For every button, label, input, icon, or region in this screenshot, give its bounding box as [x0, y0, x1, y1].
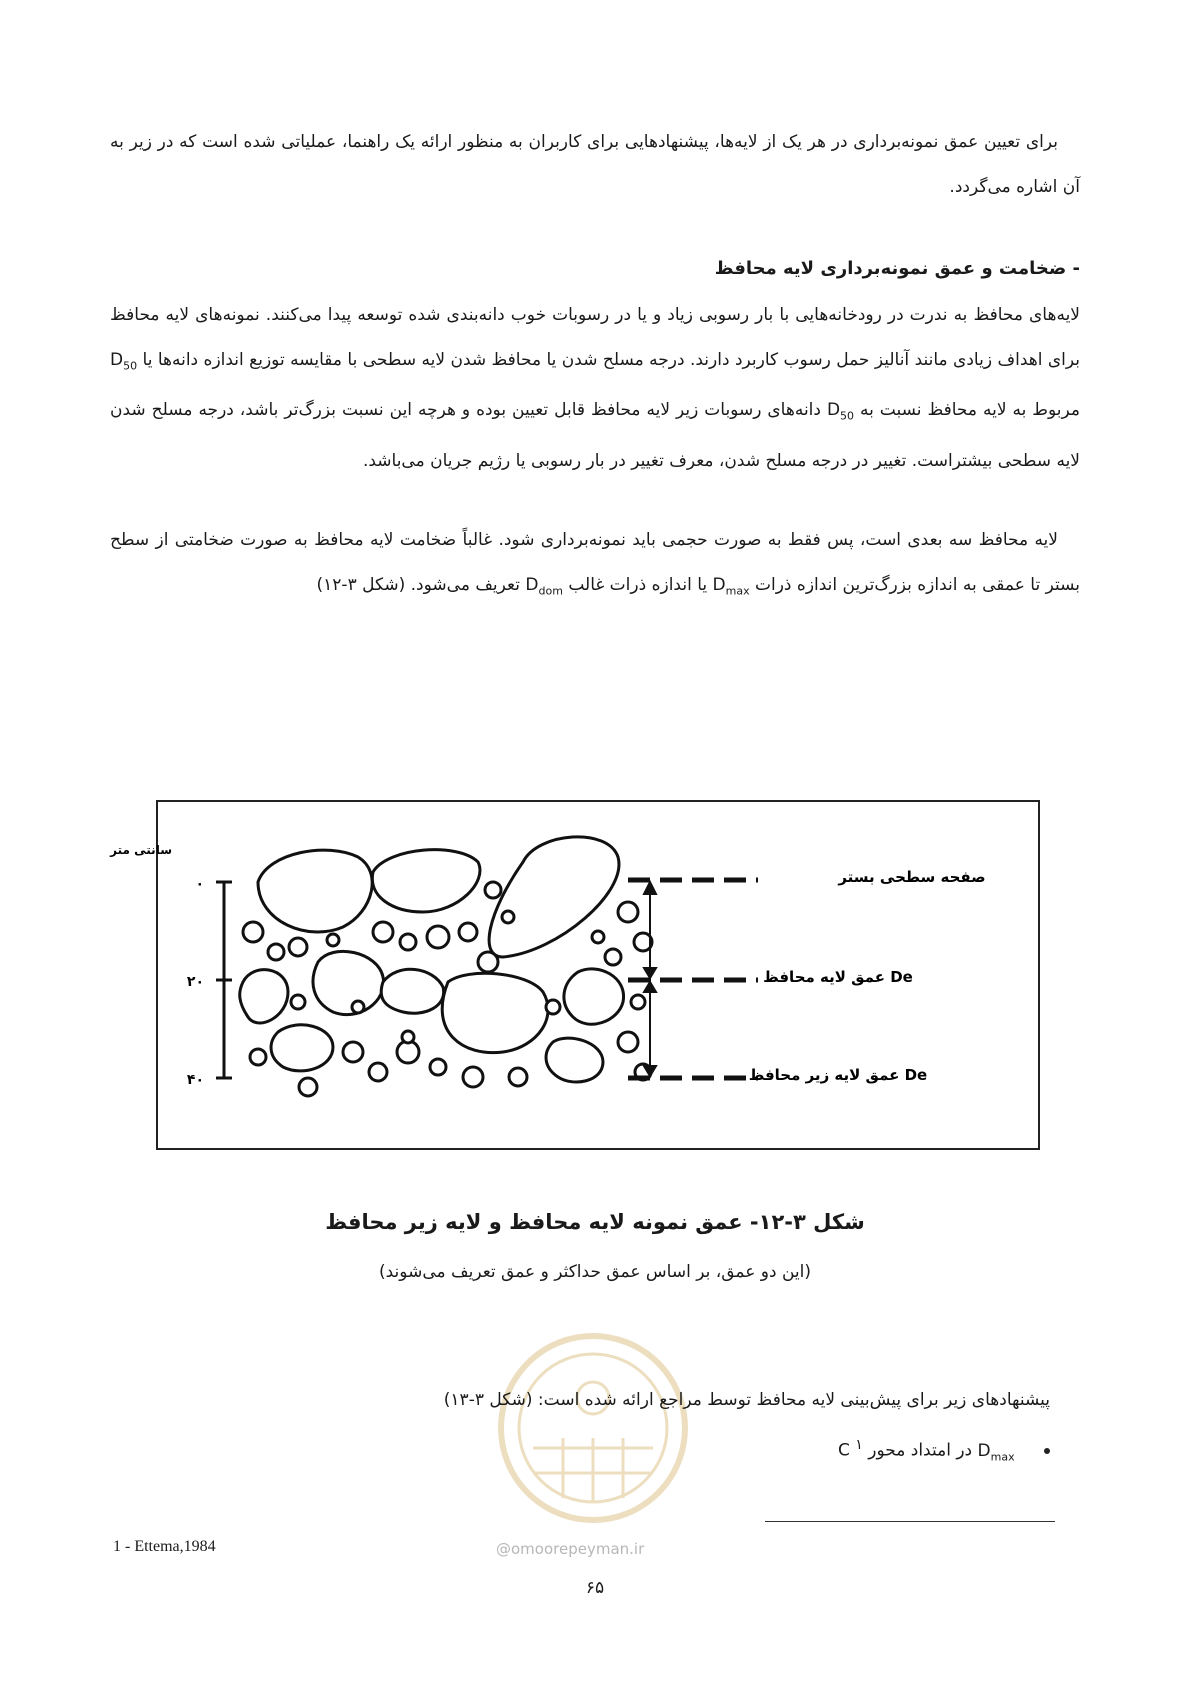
- tick-label-20: ۲۰: [186, 974, 204, 990]
- d50-symbol: $D_{50}$: [110, 350, 138, 373]
- armor-depth-label: De عمق لایه محافظ: [763, 968, 913, 986]
- armor-layer-figure: [110, 800, 1040, 1150]
- dmax-symbol: $D_{max}$: [712, 575, 750, 598]
- unit-label: سانتی متر: [110, 843, 172, 857]
- subarmor-depth-label: De عمق لایه زیر محافظ: [748, 1066, 928, 1084]
- gravel-bed: [238, 837, 658, 1100]
- page-number: ۶۵: [585, 1578, 605, 1598]
- section-heading: - ضخامت و عمق نمونه‌برداری لایه محافظ: [714, 258, 1080, 279]
- sediment-cross-section: [110, 802, 1038, 1148]
- armor-paragraph-1: لایه‌های محافظ به ندرت در رودخانه‌هایی با بار رسوبی زیاد و یا در رسوبات خوب دانه‌بندی شده توسعه پیدا می‌کنند. نمونه‌های لایه محافظ برای اهداف زیادی مانند آنالیز حمل رسوب کاربرد دارند. درجه مسلح شدن یا محافظ شدن لایه سطحی با مقایسه توزیع اندازه دانه‌ها یا $D_{50}$ مربوط به لایه محافظ نسبت به $D_{50}$ دانه‌های رسوبات زیر لایه محافظ قابل تعیین بوده و هرچه این نسبت بزرگ‌تر باشد، درجه مسلح شدن لایه سطحی بیشتراست. تغییر در درجه مسلح شدن، معرف تغییر در بار رسوبی یا رژیم جریان می‌باشد.: [110, 305, 1081, 471]
- intro-paragraph: برای تعیین عمق نمونه‌برداری در هر یک از لایه‌ها، پیشنهادهایی برای کاربران به منظور ارائه یک راهنما، عملیاتی شده است که در زیر به آن اشاره می‌گردد.: [110, 132, 1080, 197]
- suggestions-text: پیشنهادهای زیر برای پیش‌بینی لایه محافظ توسط مراجع ارائه شده است: (شکل ۳-۱۳): [443, 1390, 1050, 1410]
- watermark-text: @omoorepeyman.ir: [496, 1540, 645, 1558]
- figure-subcaption: (این دو عمق، بر اساس عمق حداکثر و عمق تعریف می‌شوند): [379, 1262, 811, 1282]
- tick-label-40: ۴۰: [186, 1072, 204, 1088]
- dmax-symbol: $D_{max}$: [977, 1440, 1015, 1464]
- footnote-ref: ۱: [855, 1437, 863, 1453]
- figure-caption: شکل ۳-۱۲- عمق نمونه لایه محافظ و لایه زیر محافظ: [325, 1210, 865, 1234]
- bullet-item: $D_{max}$ در امتداد محور C $^۱$: [838, 1437, 1050, 1463]
- footnote: 1 - Ettema,1984: [113, 1538, 216, 1555]
- tick-label-0: ۰: [195, 876, 204, 892]
- armor-paragraph-2: لایه محافظ سه بعدی است، پس فقط به صورت حجمی باید نمونه‌برداری شود. غالباً ضخامت لایه محافظ به صورت ضخامتی از سطح بستر تا عمقی به اندازه بزرگ‌ترین اندازه ذرات $D_{max}$ یا اندازه ذرات غالب $D_{dom}$ تعریف می‌شود. (شکل ۳-۱۲): [110, 530, 1080, 598]
- ddom-symbol: $D_{dom}$: [525, 575, 563, 598]
- surface-label: صفحه سطحی بستر: [838, 868, 986, 886]
- bullet-dot: [1044, 1448, 1050, 1454]
- d50-symbol: $D_{50}$: [826, 400, 855, 423]
- watermark-logo: [493, 1328, 693, 1528]
- footnote-rule: [765, 1521, 1055, 1522]
